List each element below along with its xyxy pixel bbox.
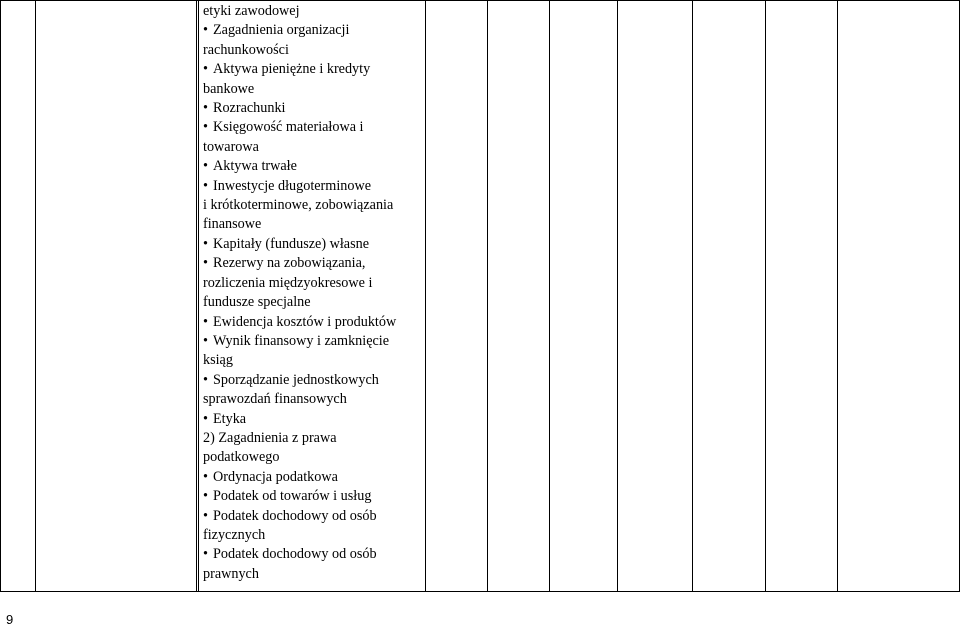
column-divider [198, 0, 199, 592]
text-line: etyki zawodowej [203, 3, 300, 19]
bullet-list-item: • Sporządzanie jednostkowych [203, 371, 395, 390]
topic-cell [203, 2, 395, 584]
page-number: 9 [6, 612, 14, 627]
bullet-list-item: • Inwestycje długoterminowe [203, 177, 395, 196]
text-line: rachunkowości [203, 41, 289, 58]
text-line: bankowe [203, 80, 255, 97]
bullet-list-item: • Ewidencja kosztów i produktów [203, 313, 395, 332]
bullet-list-item: • Kapitały (fundusze) własne [203, 235, 395, 254]
column-divider [617, 0, 618, 592]
text-line: i krótkoterminowe, zobowiązania [203, 197, 394, 214]
bullet-list-item: • Księgowość materiałowa i [203, 118, 395, 137]
bullet-list-item: • Ordynacja podatkowa [203, 468, 395, 487]
bullet-list-item: • Podatek dochodowy od osób [203, 545, 395, 564]
text-line: fizycznych [203, 526, 266, 543]
column-divider [196, 0, 197, 592]
bullet-list-item: • Wynik finansowy i zamknięcie [203, 332, 395, 351]
text-line: towarowa [203, 138, 259, 155]
bullet-list-item: • Podatek od towarów i usług [203, 487, 395, 506]
text-line: ksiąg [203, 352, 233, 369]
bullet-list-item: • Rozrachunki [203, 99, 395, 118]
text-line: finansowe [203, 216, 262, 233]
text-line: prawnych [203, 565, 259, 582]
table-border-left [0, 0, 1, 592]
column-divider [487, 0, 488, 592]
bullet-list-item: • Podatek dochodowy od osób [203, 507, 395, 526]
text-line: fundusze specjalne [203, 294, 311, 311]
column-divider [35, 0, 36, 592]
column-divider [425, 0, 426, 592]
text-line: sprawozdań finansowych [203, 391, 347, 408]
column-divider [765, 0, 766, 592]
bullet-list-item: • Etyka [203, 410, 395, 429]
table-border-bottom [0, 591, 960, 592]
column-divider [549, 0, 550, 592]
bullet-list-item: • Aktywa trwałe [203, 157, 395, 176]
column-divider [837, 0, 838, 592]
column-divider [692, 0, 693, 592]
bullet-list-item: • Rezerwy na zobowiązania, [203, 254, 395, 273]
bullet-list-item: • Zagadnienia organizacji [203, 21, 395, 40]
text-line: podatkowego [203, 449, 280, 466]
text-line: 2) Zagadnienia z prawa [203, 429, 337, 446]
table-border-top [0, 0, 960, 1]
bullet-list-item: • Aktywa pieniężne i kredyty [203, 60, 395, 79]
text-line: rozliczenia międzyokresowe i [203, 274, 373, 291]
